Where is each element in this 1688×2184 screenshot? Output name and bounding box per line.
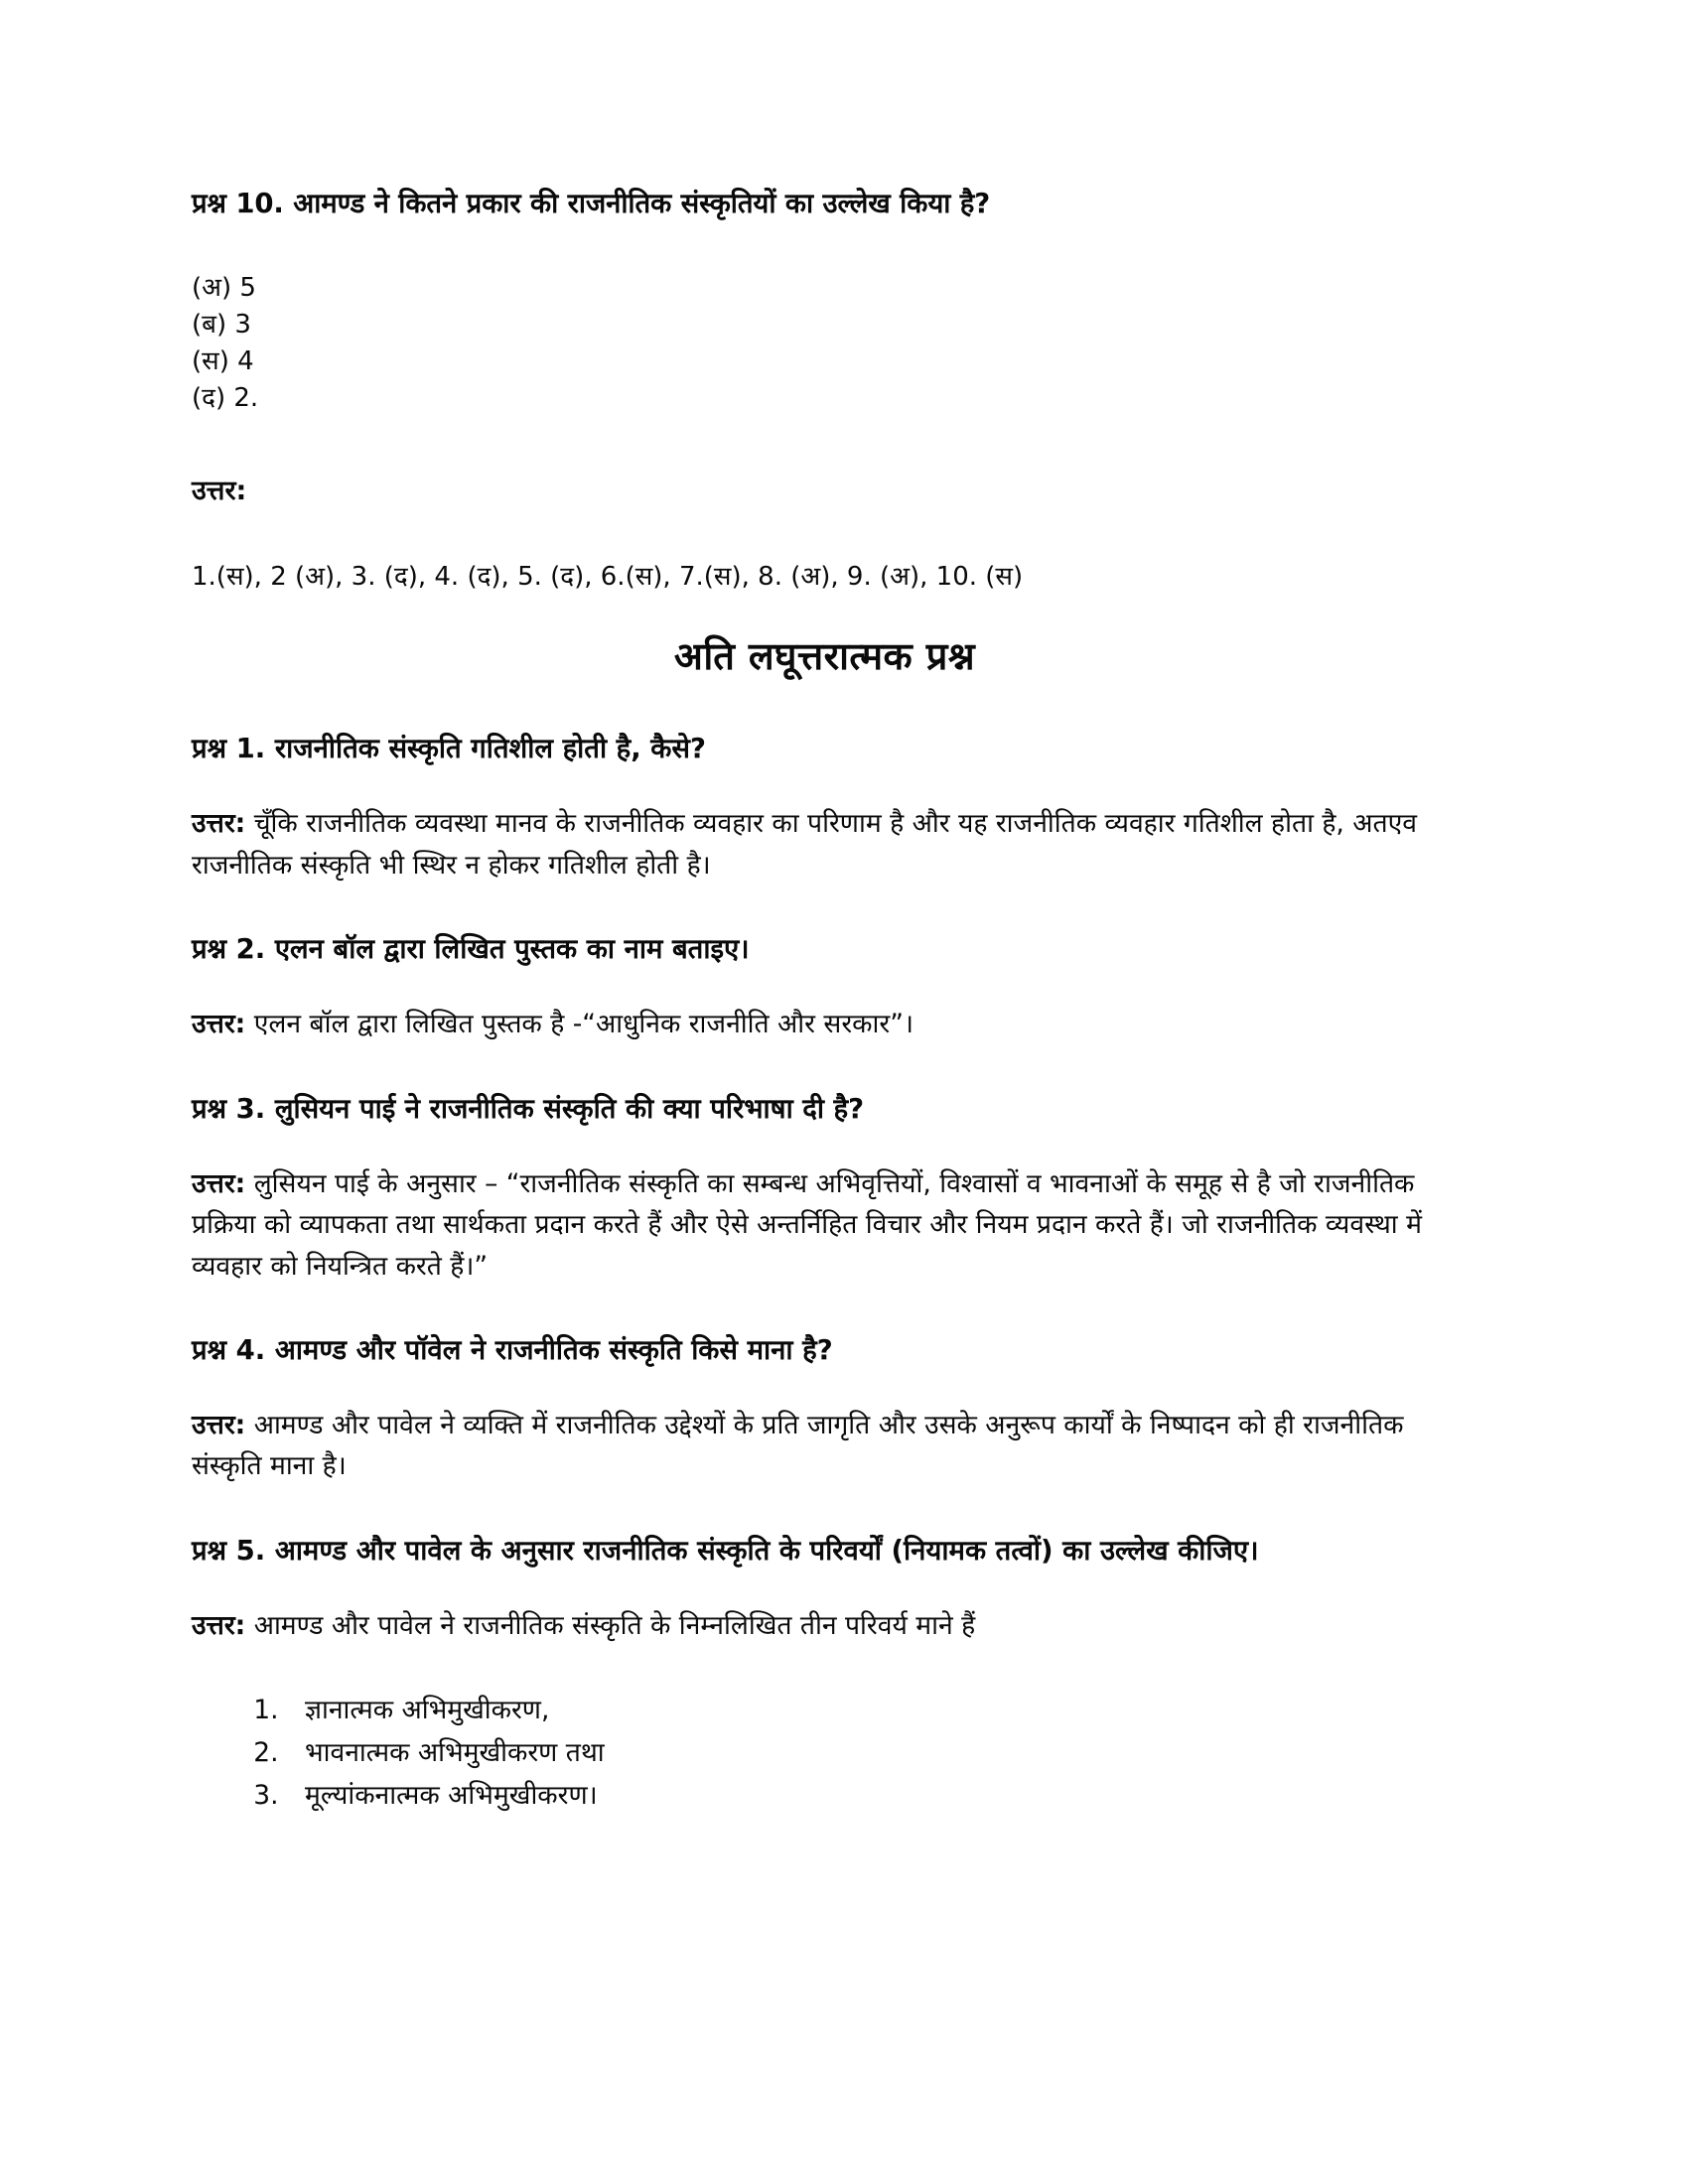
answer-key-values: 1.(स), 2 (अ), 3. (द), 4. (द), 5. (द), 6.(स), 7.(स), 8. (अ), 9. (अ), 10. (स)	[192, 561, 1024, 592]
qa-answer-text: आमण्ड और पावेल ने राजनीतिक संस्कृति के निम्नलिखित तीन परिवर्य माने हैं	[245, 1610, 976, 1642]
qa-block-3	[192, 1089, 1458, 1287]
mcq-option: (द) 2.	[192, 382, 259, 413]
qa-answer	[192, 1004, 1458, 1044]
qa-answer-sub-list	[192, 1690, 1458, 1818]
qa-answer	[192, 803, 1458, 886]
qa-block-1	[192, 729, 1458, 886]
qa-answer-text: आमण्ड और पावेल ने व्यक्ति में राजनीतिक उद्देश्यों के प्रति जागृति और उसके अनुरूप कार्यों के निष्पादन को ही राजनीतिक संस्कृति माना है।	[192, 1410, 1404, 1482]
answer-key-label: उत्तर:	[192, 475, 247, 506]
qa-answer	[192, 1163, 1458, 1287]
mcq-option: (स) 4	[192, 345, 254, 376]
qa-answer-text: चूँकि राजनीतिक व्यवस्था मानव के राजनीतिक व्यवहार का परिणाम है और यह राजनीतिक व्यवहार गतिशील होता है, अतएव राजनीतिक संस्कृति भी स्थिर न होकर गतिशील होती है।	[192, 808, 1418, 881]
qa-question: प्रश्न 1. राजनीतिक संस्कृति गतिशील होती है, कैसे?	[192, 733, 706, 765]
qa-answer-label: उत्तर:	[192, 1410, 246, 1441]
qa-question: प्रश्न 5. आमण्ड और पावेल के अनुसार राजनीतिक संस्कृति के परिवर्यों (नियामक तत्वों) का उल्लेख कीजिए।	[192, 1534, 1259, 1567]
qa-block-4	[192, 1330, 1458, 1487]
mcq-question-heading: प्रश्न 10. आमण्ड ने कितने प्रकार की राजनीतिक संस्कृतियों का उल्लेख किया है?	[192, 188, 991, 219]
section-title: अति लघूत्तरात्मक प्रश्न	[673, 634, 976, 679]
qa-block-5	[192, 1531, 1458, 1818]
qa-answer-label: उत्तर:	[192, 1167, 246, 1199]
mcq-option: (अ) 5	[192, 272, 256, 303]
list-item: 2. भावनात्मक अभिमुखीकरण तथा	[287, 1732, 1458, 1775]
qa-question: प्रश्न 2. एलन बॉल द्वारा लिखित पुस्तक का नाम बताइए।	[192, 933, 750, 966]
qa-block-2	[192, 929, 1458, 1045]
qa-answer	[192, 1605, 1458, 1646]
qa-answer-text: लुसियन पाई के अनुसार – “राजनीतिक संस्कृति का सम्बन्ध अभिवृत्तियों, विश्वासों व भावनाओं के समूह से है जो राजनीतिक प्रक्रिया को व्यापकता तथा सार्थकता प्रदान करते हैं और ऐसे अन्तर्निहित विचार और नियम प्रदान करते हैं। जो राजनीतिक व्यवस्था में व्यवहार को नियन्त्रित करते हैं।”	[192, 1167, 1422, 1282]
mcq-option: (ब) 3	[192, 309, 251, 340]
qa-answer-label: उत्तर:	[192, 1009, 246, 1040]
qa-answer-label: उत्तर:	[192, 808, 246, 840]
qa-answer-label: उत्तर:	[192, 1610, 246, 1642]
qa-answer-text: एलन बॉल द्वारा लिखित पुस्तक है -“आधुनिक राजनीति और सरकार”।	[245, 1009, 914, 1040]
list-item: 1. ज्ञानात्मक अभिमुखीकरण,	[287, 1690, 1458, 1732]
list-item: 3. मूल्यांकनात्मक अभिमुखीकरण।	[287, 1775, 1458, 1818]
mcq-options-list	[192, 270, 1458, 417]
qa-question: प्रश्न 3. लुसियन पाई ने राजनीतिक संस्कृति की क्या परिभाषा दी है?	[192, 1092, 865, 1125]
qa-answer	[192, 1405, 1458, 1487]
qa-question: प्रश्न 4. आमण्ड और पॉवेल ने राजनीतिक संस्कृति किसे माना है?	[192, 1333, 833, 1366]
